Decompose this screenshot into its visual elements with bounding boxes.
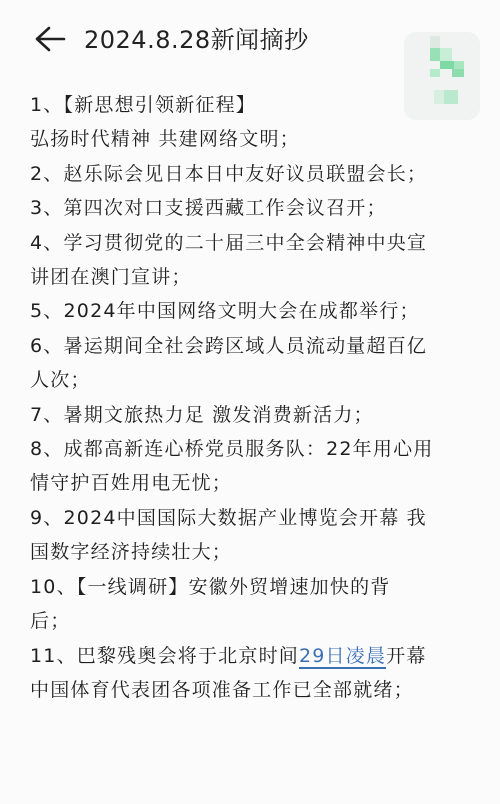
news-line: 10、【一线调研】安徽外贸增速加快的背 xyxy=(30,575,391,598)
news-line: 中国体育代表团各项准备工作已全部就绪； xyxy=(30,678,414,701)
news-line-text: 11、巴黎残奥会将于北京时间 xyxy=(30,644,299,667)
news-line-text: 开幕 xyxy=(386,644,427,667)
news-line: 后； xyxy=(30,610,71,633)
news-line: 讲团在澳门宣讲； xyxy=(30,266,192,289)
news-line: 8、成都高新连心桥党员服务队：22年用心用 xyxy=(30,438,434,461)
news-line: 2、赵乐际会见日本日中友好议员联盟会长； xyxy=(30,162,428,185)
news-line: 9、2024中国国际大数据产业博览会开幕 我 xyxy=(30,506,427,529)
date-time-link[interactable]: 29日凌晨 xyxy=(298,644,387,667)
news-line: 6、暑运期间全社会跨区域人员流动量超百亿 xyxy=(30,334,428,357)
news-line: 5、2024年中国网络文明大会在成都举行； xyxy=(30,300,420,323)
news-line-with-link xyxy=(30,639,480,673)
news-line: 弘扬时代精神 共建网络文明； xyxy=(30,128,300,151)
news-line: 7、暑期文旅热力足 激发消费新活力； xyxy=(30,403,374,426)
news-line: 1、【新思想引领新征程】 xyxy=(30,94,256,116)
news-line: 人次； xyxy=(30,369,91,392)
news-line: 4、学习贯彻党的二十届三中全会精神中央宣 xyxy=(30,231,428,254)
news-line: 情守护百姓用电无忧； xyxy=(30,472,233,495)
news-line: 3、第四次对口支援西藏工作会议召开； xyxy=(30,197,387,220)
arrow-left-icon xyxy=(30,20,70,60)
page-title: 2024.8.28新闻摘抄 xyxy=(84,26,309,54)
news-list xyxy=(30,88,480,707)
news-line: 国数字经济持续壮大； xyxy=(30,541,233,564)
back-button[interactable] xyxy=(30,20,70,60)
